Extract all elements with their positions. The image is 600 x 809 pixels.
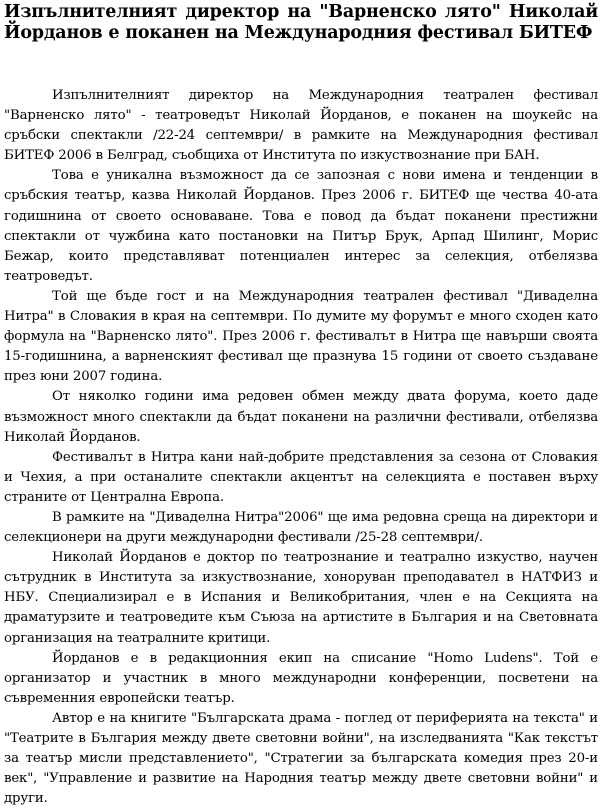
paragraph: Той ще бъде гост и на Международния театрален фестивал "Диваделна Нитра" в Словакия в края на септември. По думите му форумът е много сходен като формула на "Варненско лято". През 2006 г. фестивалът в Нитра ще навърши своята 15-годишнина, а варненският фестивал ще празнува 15 години от своето създаване през юни 2007 година. xyxy=(4,288,598,385)
paragraph: Изпълнителният директор на Международния театрален фестивал "Варненско лято" - театроведът Николай Йорданов, е поканен на шоукейс на сръбски спектакли /22-24 септември/ в рамките на Международния фестивал БИТЕФ 2006 в Белград, съобщиха от Института по изкуствознание при БАН. xyxy=(4,88,598,164)
article-body xyxy=(4,86,598,809)
article-title: Изпълнителният директор на "Варненско лято" Николай Йорданов е поканен на Международния фестивал БИТЕФ xyxy=(4,2,598,43)
paragraph: В рамките на "Диваделна Нитра"2006" ще има редовна среща на директори и селекционери на други международни фестивали /25-28 септември/. xyxy=(4,509,598,546)
paragraph: Йорданов е в редакционния екип на списание "Homo Ludens". Той е организатор и участник в много международни конференции, посветени на съвременния европейски театър. xyxy=(4,650,598,706)
paragraph: От няколко години има редовен обмен между двата форума, което даде възможност много спектакли да бъдат поканени на различни фестивали, отбелязва Николай Йорданов. xyxy=(4,389,598,445)
paragraph: Николай Йорданов е доктор по театрознание и театрално изкуство, научен сътрудник в Института за изкуствознание, хоноруван преподавател в НАТФИЗ и НБУ. Специализирал е в Испания и Великобритания, член е на Секцията на драматурзите и театроведите към Съюза на артистите в България и на Световната организация на театралните критици. xyxy=(4,550,598,646)
paragraph: Това е уникална възможност да се запозная с нови имена и тенденции в сръбския театър, казва Николай Йорданов. През 2006 г. БИТЕФ ще чества 40-ата годишнина от своето основаване. Това е повод да бъдат поканени престижни спектакли от чужбина като постановки на Питър Брук, Арпад Шилинг, Морис Бежар, които представляват потенциален интерес за селекция, отбелязва театроведът. xyxy=(4,168,598,284)
paragraph: Автор е на книгите "Българската драма - поглед от периферията на текста" и "Театрите в България между двете световни войни", на изследванията "Как текстът за театър мисли представлението", "Стратегии за българската комедия през 20-и век", "Управление и развитие на Народния театър между двете световни войни" и други. xyxy=(4,710,598,807)
paragraph: Фестивалът в Нитра кани най-добрите представления за сезона от Словакия и Чехия, а при останалите спектакли акцентът на селекцията е поставен върху страните от Централна Европа. xyxy=(4,449,598,505)
